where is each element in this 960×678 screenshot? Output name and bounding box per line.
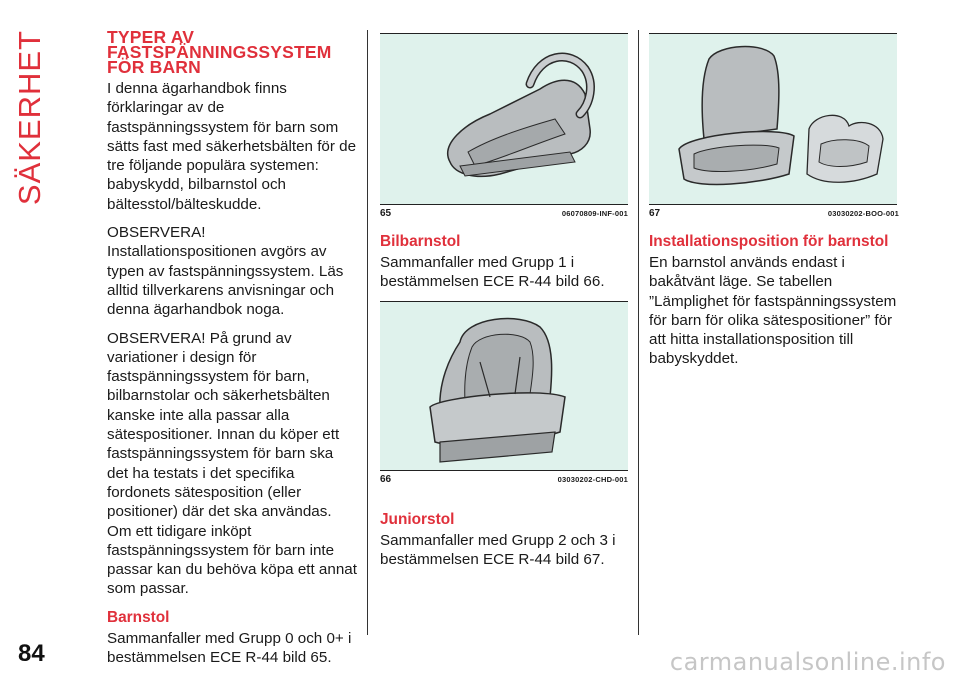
figure-67-caption (649, 208, 899, 222)
note-paragraph: OBSERVERA! Installationspositionen avgörs av typen av fastspänningssystem. Läs alltid tillverkarens anvisningar och denna ägarhandbok noga. (107, 224, 344, 319)
column-1 (107, 28, 357, 676)
intro-paragraph: I denna ägarhandbok finns förklaringar av de fastspänningssystem för barn som sätts fast med säkerhetsbälten för de tre följande populära systemen: babyskydd, bilbarnstol och bältesstol/bälteskudde. (107, 80, 357, 213)
installation-heading: Installationsposition för barnstol (649, 233, 889, 250)
figure-66-caption (380, 474, 628, 488)
barnstol-heading: Barnstol (107, 608, 170, 626)
main-heading-line: FÖR BARN (107, 57, 201, 77)
booster-seat-illustration (649, 34, 897, 204)
watermark: carmanualsonline.info (669, 648, 946, 676)
page-number: 84 (18, 640, 45, 667)
barnstol-text: Sammanfaller med Grupp 0 och 0+ i bestämmelsen ECE R-44 bild 65. (107, 629, 352, 667)
bilbarnstol-text: Sammanfaller med Grupp 1 i bestämmelsen ECE R-44 bild 66. (380, 254, 605, 291)
figure-code: 03030202-CHD-001 (557, 474, 628, 484)
figure-number: 66 (380, 473, 392, 485)
juniorstol-heading: Juniorstol (380, 510, 455, 528)
main-heading-line: TYPER AV (107, 27, 195, 47)
column-3 (649, 28, 899, 378)
main-heading-line: FASTSPÄNNINGSSYSTEM (107, 42, 332, 62)
note-paragraph: OBSERVERA! På grund av variationer i design för fastspänningssystem för barn, bilbarnstolar och säkerhetsbälten kanske inte alla passar alla sätespositioner. Innan du köper ett fastspänningssystem för barn ska det ha testats i det specifika fordonets sätesposition (eller positioner) där det ska användas. Om ett tidigare inköpt fastspänningssystem för barn inte passar kan du behöva köpa ett annat som passar. (107, 329, 357, 598)
baby-carrier-illustration (380, 34, 628, 204)
figure-code: 06070809-INF-001 (561, 209, 628, 218)
column-2 (380, 28, 628, 578)
figure-65-image (380, 33, 628, 205)
figure-number: 65 (380, 208, 392, 219)
child-seat-illustration (380, 302, 628, 470)
figure-66-image (380, 301, 628, 471)
juniorstol-text: Sammanfaller med Grupp 2 och 3 i bestämmelsen ECE R-44 bild 67. (380, 531, 616, 568)
column-divider (638, 30, 639, 635)
column-divider (367, 30, 368, 635)
section-tab-label: SÄKERHET (12, 30, 47, 206)
installation-text: En barnstol används endast i bakåtvänt läge. Se tabellen ”Lämplighet för fastspänningssystem för barn för olika sätespositioner” för att hitta installationsposition till babyskyddet. (649, 254, 897, 368)
section-tab (12, 30, 48, 206)
main-heading (107, 27, 357, 77)
bilbarnstol-heading: Bilbarnstol (380, 233, 461, 250)
figure-65-caption (380, 208, 628, 222)
figure-number: 67 (649, 208, 661, 219)
figure-67-image (649, 33, 897, 205)
figure-code: 03030202-BOO-001 (827, 209, 899, 218)
